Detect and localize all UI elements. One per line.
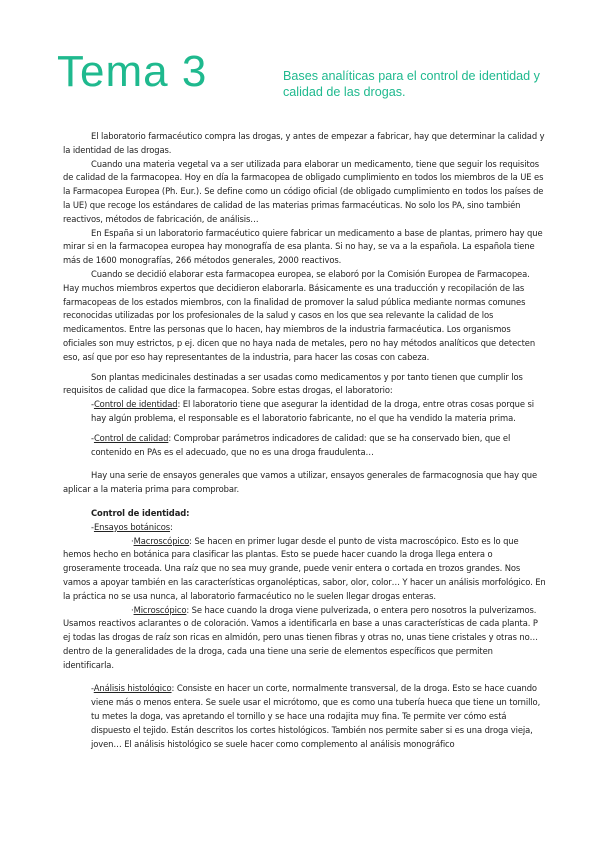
list-item-control-identidad: [63, 398, 546, 426]
list-item-control-calidad: [63, 432, 546, 460]
document-body: [63, 130, 546, 751]
paragraph-farmacopea: Cuando una materia vegetal va a ser utilizada para elaborar un medicamento, tiene que seguir los requisitos de calidad de la farmacopea. Hoy en día la farmacopea de obligado cumplimiento en todos los miembros de la UE es la Farmacopea Europea (Ph. Eur.). Se define como un código oficial (de obligado cumplimiento en todos los países de la UE) que recoge los estándares de calidad de las materias primas farmacéuticas. No solo los PA, sino también reactivos, métodos de fabricación, de análisis…: [63, 158, 544, 224]
page-subtitle: Bases analíticas para el control de identidad y calidad de las drogas.: [283, 69, 540, 99]
item-colon: :: [170, 521, 173, 532]
bullet-dash: -: [91, 521, 94, 532]
term-macroscopico: Macroscópico: [133, 535, 190, 546]
list-item-macroscopico: [63, 535, 546, 604]
bullet-dot: ·: [131, 604, 134, 615]
paragraph-comision: Cuando se decidió elaborar esta farmacopea europea, se elaboró por la Comisión Europea de Farmacopea. Hay muchos miembros expertos que decidieron elaborarla. Básicamente es una traducción y recopilación de las farmacopeas de los estados miembros, con la finalidad de promover la salud pública mediante normas comunes reconocidas utilizadas por los profesionales de la salud y casos en los que sea relevante la calidad de los medicamentos. Entre las personas que lo hacen, hay miembros de la industria farmacéutica. Los organismos oficiales son muy estrictos, p ej. dicen que no haya nada de metales, pero no hay métodos analíticos que detecten eso, así que por eso hay representantes de la industria, para hacer las cosas con cabeza.: [63, 268, 536, 362]
list-item-microscopico: [63, 604, 546, 673]
list-item-analisis-histologico: [63, 682, 546, 751]
paragraph-ensayos: Hay una serie de ensayos generales que vamos a utilizar, ensayos generales de farmacognosia que hay que aplicar a la materia prima para comprobar.: [63, 470, 538, 495]
term-control-calidad: Control de calidad: [93, 432, 169, 443]
paragraph-plantas: Son plantas medicinales destinadas a ser usadas como medicamentos y por tanto tienen que cumplir los requisitos de calidad que dice la farmacopea. Sobre estas drogas, el laboratorio:: [63, 371, 523, 396]
page-title: Tema 3: [57, 47, 208, 96]
list-item-ensayos-botanicos: [63, 521, 546, 535]
item-text: : Se hace cuando la droga viene pulverizada, o entera pero nosotros la pulverizamos. Usamos reactivos aclarantes o de coloración. Vamos a identificarla en base a unas características de cada planta. P ej todas las drogas de raíz son ricas en almidón, pero unas tienen fibras y otras no, unas tiene cristales y otras no… dentro de la generalidades de la droga, cada una tiene una serie de elementos específicos que permiten identificarla.: [63, 604, 538, 670]
term-analisis-histologico: Análisis histológico: [93, 683, 172, 694]
term-ensayos-botanicos: Ensayos botánicos: [93, 521, 171, 532]
item-text: : Se hacen en primer lugar desde el punto de vista macroscópico. Esto es lo que hemos hecho en botánica para clasificar las plantas. Esto se puede hacer cuando la droga llega entera o groseramente troceada. Una raíz que no sea muy grande, puede venir entera o cortada en trozos grandes. Nos vamos a apoyar también en las características organolépticas, sabor, olor, color… Y hacer un análisis morfológico. En la práctica no se usa nunca, al laboratorio farmacéutico no le suelen llegar drogas enteras.: [63, 535, 546, 601]
bullet-dot: ·: [131, 535, 134, 546]
paragraph-intro: El laboratorio farmacéutico compra las drogas, y antes de empezar a fabricar, hay que determinar la calidad y la identidad de las drogas.: [63, 131, 545, 155]
item-text: : El laboratorio tiene que asegurar la identidad de la droga, entre otras cosas porque si hay algún problema, el responsable es el laboratorio fabricante, no el que ha vendido la materia prima.: [91, 399, 534, 423]
paragraph-espana: En España si un laboratorio farmacéutico quiere fabricar un medicamento a base de plantas, primero hay que mirar si en la farmacopea europea hay monografía de esa planta. Si no hay, se va a la española. La española tiene más de 1600 monografías, 266 métodos generales, 2000 reactivos.: [63, 227, 543, 266]
term-control-identidad: Control de identidad: [93, 399, 178, 410]
bullet-dash: -: [91, 683, 94, 694]
section-heading: Control de identidad:: [91, 507, 190, 518]
term-microscopico: Microscópico: [133, 604, 187, 615]
bullet-dash: -: [91, 432, 94, 443]
item-text: : Consiste en hacer un corte, normalmente transversal, de la droga. Esto se hace cuando viene más o menos entera. Se suele usar el micrótomo, que es como una tubería hueca que tiene un tornillo, tu metes la doga, vas apretando el tornillo y se hace una rodajita muy fina. Te permite ver cómo está dispuesto el tejido. Están descritos los cortes histológicos. También nos permite saber si es una droga vieja, joven… El análisis histológico se suele hacer como complemento al análisis monográfico: [91, 683, 541, 749]
bullet-dash: -: [91, 399, 94, 410]
item-text: : Comprobar parámetros indicadores de calidad: que se ha conservado bien, que el contenido en PAs es el adecuado, que no es una droga fraudulenta…: [91, 432, 511, 457]
